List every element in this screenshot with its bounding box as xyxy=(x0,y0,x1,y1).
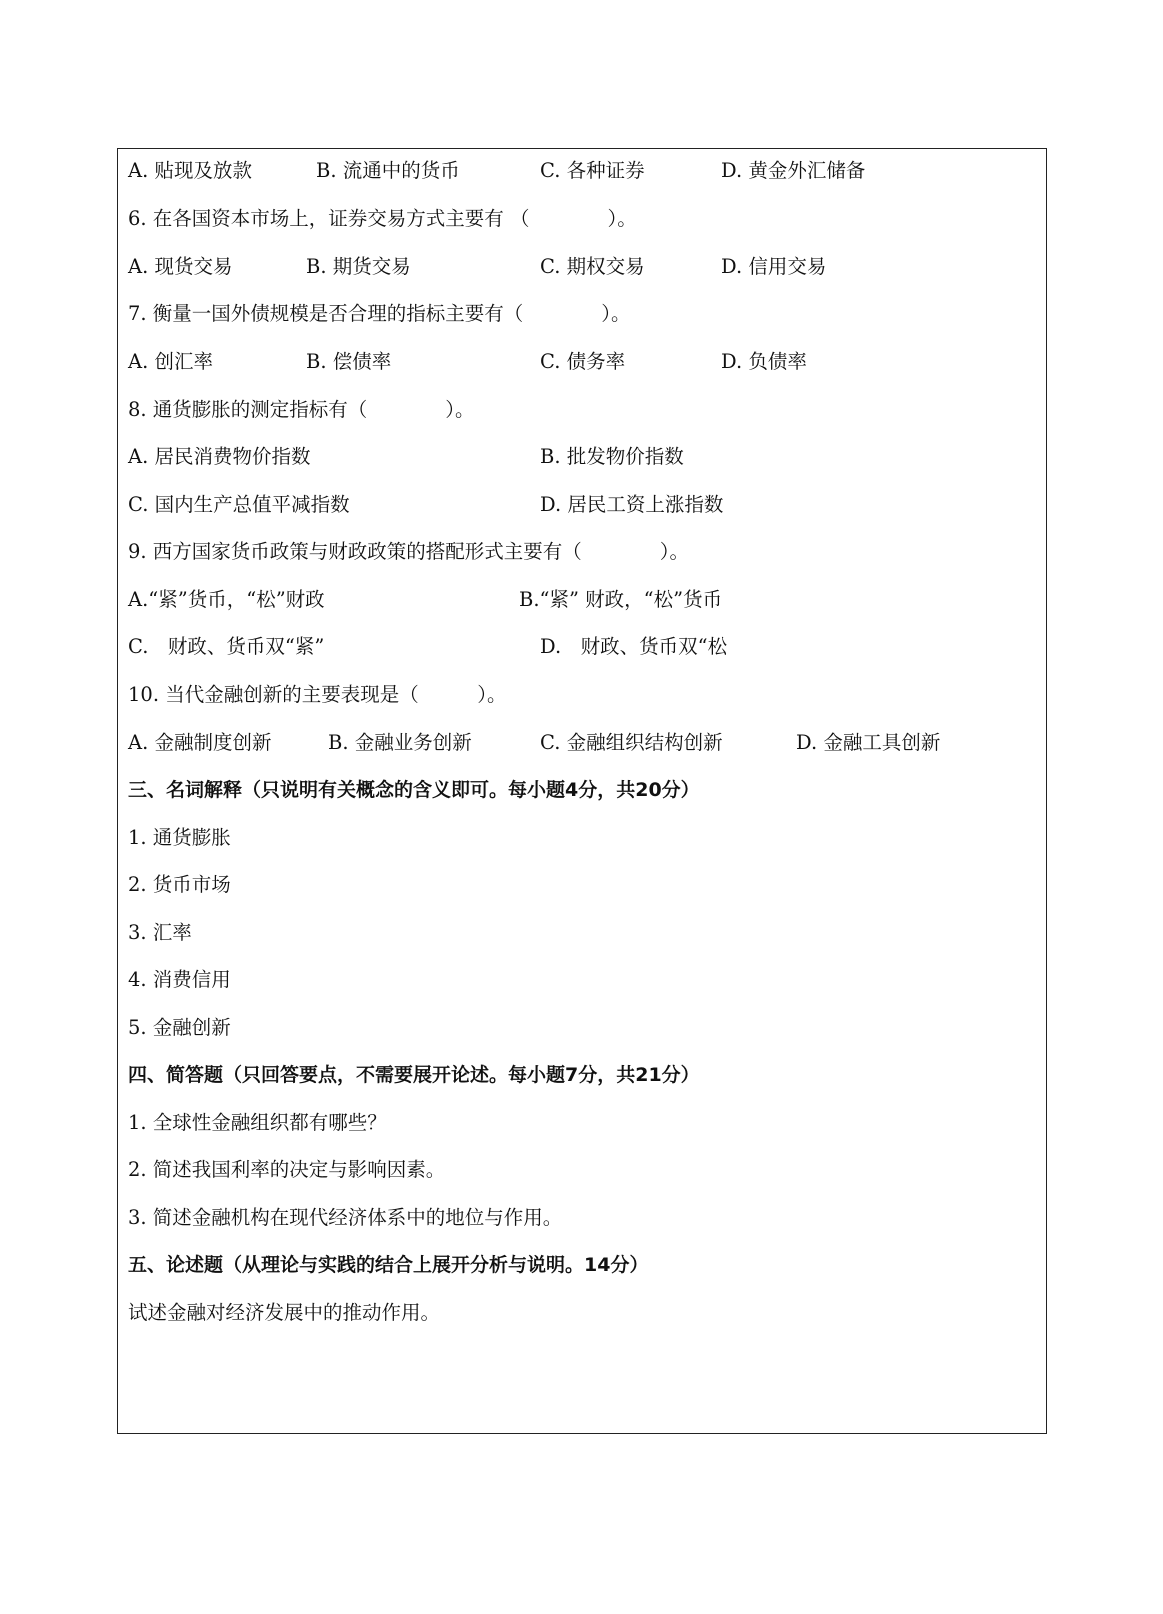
q7-option-b: B. 偿债率 xyxy=(306,350,392,373)
q8-stem: 8. 通货膨胀的测定指标有（ ）。 xyxy=(128,398,475,421)
q8-option-b: B. 批发物价指数 xyxy=(540,445,684,468)
q5-option-a: A. 贴现及放款 xyxy=(128,159,252,182)
q7-stem: 7. 衡量一国外债规模是否合理的指标主要有（ ）。 xyxy=(128,302,631,325)
q10-stem: 10. 当代金融创新的主要表现是（ ）。 xyxy=(128,683,507,706)
q10-option-c: C. 金融组织结构创新 xyxy=(540,731,723,754)
q9-option-d: D. 财政、货币双“松 xyxy=(540,635,728,658)
section3-item: 3. 汇率 xyxy=(128,921,192,944)
q10-option-b: B. 金融业务创新 xyxy=(328,731,472,754)
q6-option-a: A. 现货交易 xyxy=(128,255,233,278)
section3-item: 2. 货币市场 xyxy=(128,873,231,896)
q8-option-c: C. 国内生产总值平减指数 xyxy=(128,493,350,516)
q9-option-a: A.“紧”货币，“松”财政 xyxy=(128,588,325,611)
q5-option-b: B. 流通中的货币 xyxy=(316,159,460,182)
section3-heading: 三、名词解释（只说明有关概念的含义即可。每小题4分，共20分） xyxy=(128,779,700,801)
section4-item: 3. 简述金融机构在现代经济体系中的地位与作用。 xyxy=(128,1206,563,1229)
q7-option-d: D. 负债率 xyxy=(721,350,807,373)
section3-item: 4. 消费信用 xyxy=(128,968,231,991)
q9-stem: 9. 西方国家货币政策与财政政策的搭配形式主要有（ ）。 xyxy=(128,540,690,563)
q7-option-c: C. 债务率 xyxy=(540,350,626,373)
q6-option-d: D. 信用交易 xyxy=(721,255,827,278)
q10-option-d: D. 金融工具创新 xyxy=(796,731,941,754)
q9-option-b: B.“紧” 财政，“松”货币 xyxy=(519,588,723,611)
section4-item: 1. 全球性金融组织都有哪些？ xyxy=(128,1111,387,1134)
q6-option-b: B. 期货交易 xyxy=(306,255,411,278)
section5-item: 试述金融对经济发展中的推动作用。 xyxy=(128,1301,441,1324)
q8-option-a: A. 居民消费物价指数 xyxy=(128,445,311,468)
q6-option-c: C. 期权交易 xyxy=(540,255,645,278)
q6-stem: 6. 在各国资本市场上，证券交易方式主要有 （ ）。 xyxy=(128,207,637,230)
section3-item: 1. 通货膨胀 xyxy=(128,826,231,849)
q8-option-d: D. 居民工资上涨指数 xyxy=(540,493,724,516)
q9-option-c: C. 财政、货币双“紧” xyxy=(128,635,325,658)
q5-option-d: D. 黄金外汇储备 xyxy=(721,159,866,182)
section4-heading: 四、简答题（只回答要点，不需要展开论述。每小题7分，共21分） xyxy=(128,1064,700,1086)
q10-option-a: A. 金融制度创新 xyxy=(128,731,272,754)
section4-item: 2. 简述我国利率的决定与影响因素。 xyxy=(128,1158,446,1181)
q7-option-a: A. 创汇率 xyxy=(128,350,213,373)
q5-option-c: C. 各种证券 xyxy=(540,159,645,182)
section3-item: 5. 金融创新 xyxy=(128,1016,231,1039)
section5-heading: 五、论述题（从理论与实践的结合上展开分析与说明。14分） xyxy=(128,1254,649,1276)
